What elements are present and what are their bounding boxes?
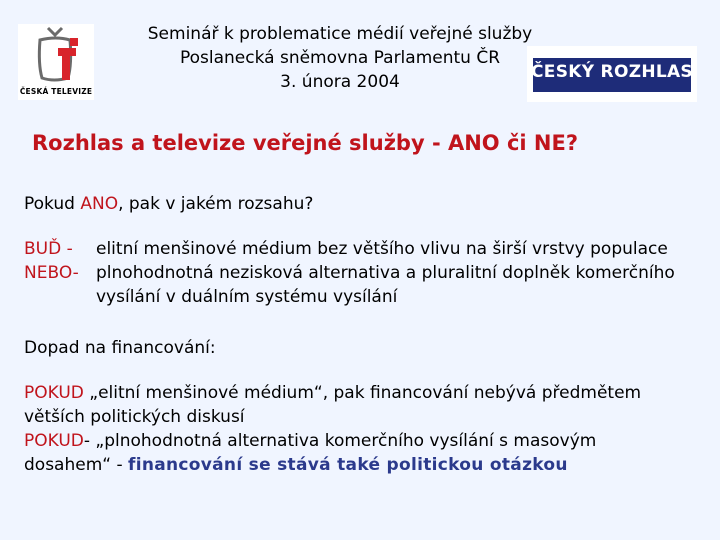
question-suffix: , pak v jakém rozsahu? — [118, 194, 314, 214]
ct-logo-text: ČESKÁ TELEVIZE — [19, 87, 93, 96]
cesky-rozhlas-logo — [527, 46, 697, 102]
funding-p2-highlight: financování se stává také politickou otázkou — [128, 455, 568, 475]
slide-title: Rozhlas a televize veřejné služby - ANO či NE? — [32, 131, 579, 155]
funding-heading: Dopad na financování: — [24, 338, 216, 358]
funding-p1-label: POKUD — [24, 383, 84, 403]
funding-p2-text: - „plnohodnotná alternativa komerčního vysílání s masovým — [83, 431, 597, 451]
header-line-3: 3. února 2004 — [280, 72, 400, 92]
option-label-bud: BUĎ - — [24, 239, 73, 259]
funding-p2-cont-prefix: dosahem“ - — [24, 455, 129, 475]
option-text-bud: elitní menšinové médium bez většího vlivu na širší vrstvy populace — [96, 239, 668, 259]
option-text-nebo-line-2: vysílání v duálním systému vysílání — [96, 287, 398, 307]
funding-p1-line-1 — [24, 381, 641, 405]
header-line-1: Seminář k problematice médií veřejné služby — [147, 24, 533, 44]
funding-p2-line-1 — [24, 429, 596, 453]
funding-p1-text: „elitní menšinové médium“, pak financování nebývá předmětem — [83, 383, 642, 403]
funding-p1-line-2: větších politických diskusí — [24, 407, 245, 427]
question-prefix: Pokud — [24, 194, 81, 214]
option-text-nebo-line-1: plnohodnotná nezisková alternativa a pluralitní doplněk komerčního — [96, 263, 675, 283]
header-line-2: Poslanecká sněmovna Parlamentu ČR — [179, 48, 501, 68]
question-line — [24, 192, 313, 216]
cr-logo-text: ČESKÝ ROZHLAS — [531, 62, 693, 82]
question-highlight: ANO — [80, 194, 119, 214]
funding-p2-line-2 — [24, 453, 568, 477]
option-label-nebo: NEBO- — [24, 263, 79, 283]
tv-set-icon — [18, 24, 94, 88]
funding-p2-label: POKUD — [24, 431, 84, 451]
seminar-header — [120, 22, 560, 94]
ceska-televize-logo — [18, 24, 94, 100]
